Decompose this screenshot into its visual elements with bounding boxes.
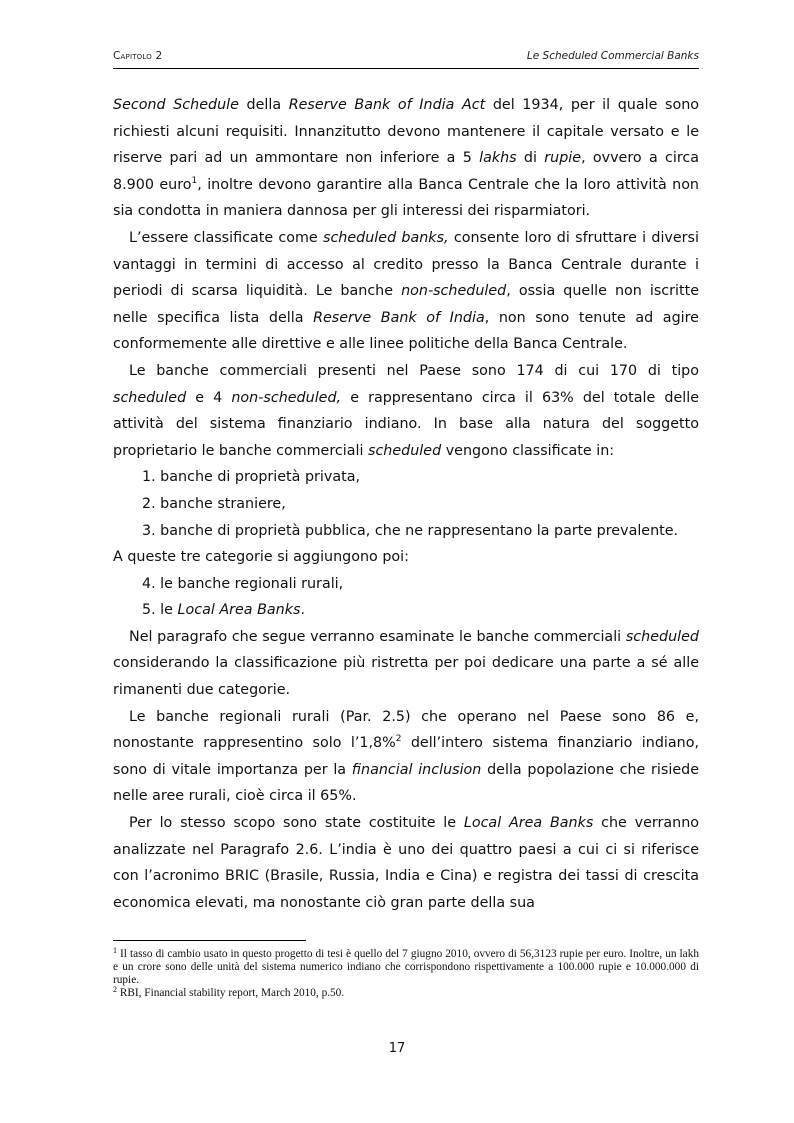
paragraph-5: Nel paragrafo che segue verranno esaminate le banche commerciali scheduled considerando la classificazione più ristretta per poi dedicare una parte a sé alle rimanenti due categorie. [113, 628, 699, 699]
paragraph-1: Second Schedule della Reserve Bank of India Act del 1934, per il quale sono richiesti alcuni requisiti. Innanzitutto devono mantenere il capitale versato e le riserve pari ad un ammontare non inferiore a 5 lakhs di rupie, ovvero a circa 8.900 euro$^1$, inoltre devono garantire alla Banca Centrale che la loro attività non sia condotta in maniera dannosa per gli interessi dei risparmiatori. [113, 97, 700, 220]
footnote-ref-1[interactable]: 1 [191, 175, 198, 186]
running-header [113, 50, 699, 66]
footnote-2: $^2$ RBI, Financial stability report, March 2010, p.50. [113, 985, 345, 999]
paragraph-3: Le banche commerciali presenti nel Paese sono 174 di cui 170 di tipo scheduled e 4 non-scheduled, e rappresentano circa il 63% del totale delle attività del sistema finanziario indiano. In base alla natura del soggetto proprietario le banche commerciali scheduled vengono classificate in: [113, 362, 700, 459]
page-number: 17 [388, 1041, 406, 1056]
footnote-1: $^1$ Il tasso di cambio usato in questo progetto di tesi è quello del 7 giugno 2010, ovvero di 56,3123 rupie per euro. Inoltre, un lakh e un crore sono delle unità del sistema numerico indiano che corrispondono rispettivamente a 100.000 rupie e 10.000.000 di rupie. [113, 946, 699, 986]
paragraph-6: Le banche regionali rurali (Par. 2.5) che operano nel Paese sono 86 e, nonostante rappresentino solo l’1,8%$^2$ dell’intero sistema finanziario indiano, sono di vitale importanza per la financial inclusion della popolazione che risiede nelle aree rurali, cioè circa il 65%. [113, 708, 699, 805]
body-text [113, 92, 699, 916]
footnote-ref-2[interactable]: 2 [395, 734, 402, 745]
paragraph-7: Per lo stesso scopo sono state costituite le Local Area Banks che verranno analizzate nel Paragrafo 2.6. L’india è uno dei quattro paesi a cui ci si riferisce con l’acronimo BRIC (Brasile, Russia, India e Cina) e registra dei tassi di crescita economica elevati, ma nonostante ciò gran parte della sua [113, 815, 700, 911]
list-item: 3. banche di proprietà pubblica, che ne rappresentano la parte prevalente. [142, 522, 679, 539]
header-rule [113, 68, 699, 69]
footnotes [113, 948, 699, 1000]
list-item: 1. banche di proprietà privata, [142, 469, 361, 486]
footnote-separator [113, 940, 306, 941]
chapter-label: Capitolo 2 [113, 50, 163, 62]
list-item: 4. le banche regionali rurali, [142, 575, 344, 592]
list-item: 5. le Local Area Banks. [142, 602, 306, 619]
paragraph-2: L’essere classificate come scheduled banks, consente loro di sfruttare i diversi vantaggi in termini di accesso al credito presso la Banca Centrale durante i periodi di scarsa liquidità. Le banche non-scheduled, ossia quelle non iscritte nelle specifica lista della Reserve Bank of India, non sono tenute ad agire conformemente alle direttive e alle linee politiche della Banca Centrale. [113, 229, 700, 353]
section-title: Le Scheduled Commercial Banks [526, 50, 699, 62]
paragraph-4: A queste tre categorie si aggiungono poi: [113, 549, 409, 566]
list-item: 2. banche straniere, [142, 495, 286, 512]
